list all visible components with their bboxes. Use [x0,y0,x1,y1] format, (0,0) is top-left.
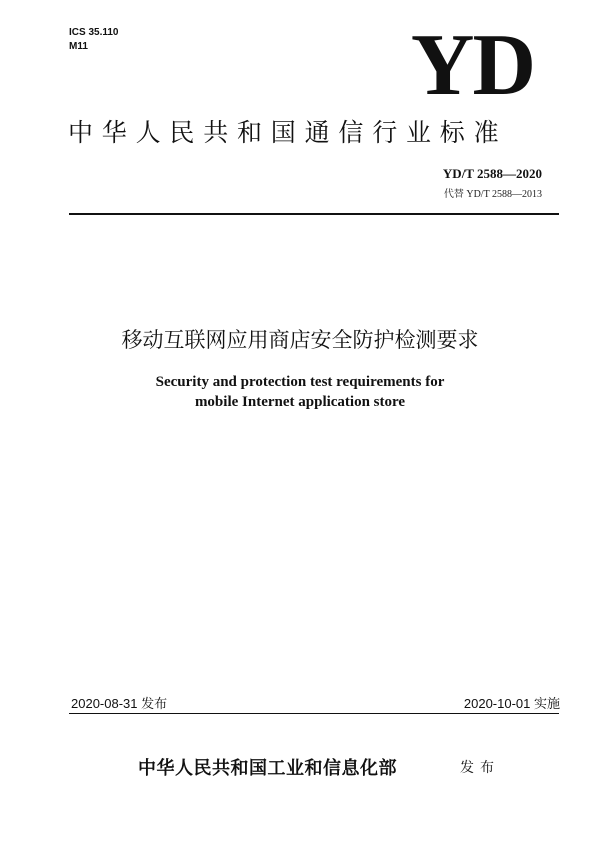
document-title-english [0,372,600,412]
issuing-authority: 中华人民共和国工业和信息化部 [138,758,397,779]
issue-date: 2020-08-31 发布 [71,696,168,711]
top-divider [69,213,559,215]
implementation-date: 2020-10-01 实施 [463,696,560,711]
yd-logo: YD [410,17,534,114]
standard-number: YD/T 2588—2020 [442,166,542,181]
issue-label: 发布 [460,760,500,776]
english-title-line-1: Security and protection test requirements for [155,374,445,390]
classification-code: M11 [69,41,88,52]
replaces-standard: 代替 YD/T 2588—2013 [443,189,542,200]
document-title-chinese: 移动互联网应用商店安全防护检测要求 [121,328,479,352]
ics-number: ICS 35.110 [69,27,119,38]
english-title-line-2: mobile Internet application store [194,394,406,410]
ics-code [69,26,118,54]
bottom-divider [69,713,559,714]
standard-type-title: 中华人民共和国通信行业标准 [68,118,508,147]
